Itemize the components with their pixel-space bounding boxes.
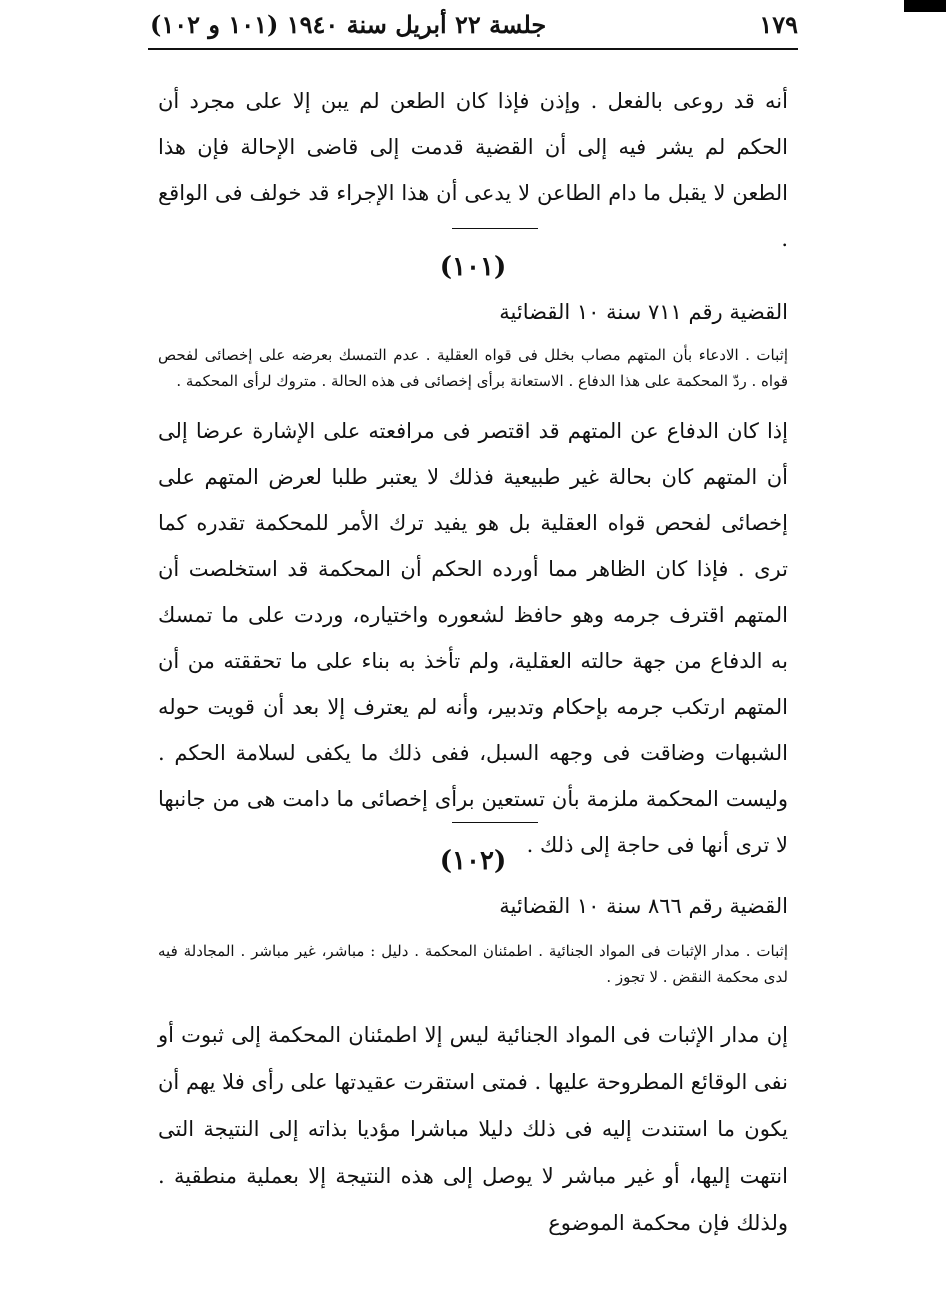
headnote-102: إثبات . مدار الإثبات فى المواد الجنائية . اطمئنان المحكمة . دليل : مباشر، غير مباشر . المجادلة فيه لدى محكمة النقض . لا تجوز . — [158, 942, 788, 986]
page-header — [150, 4, 798, 44]
header-rule — [148, 48, 798, 50]
case-reference-102: القضية رقم ٨٦٦ سنة ١٠ القضائية — [499, 894, 788, 918]
running-title: جلسة ٢٢ أبريل سنة ١٩٤٠ (١٠١ و ١٠٢) — [150, 9, 547, 39]
headnote-101: إثبات . الادعاء بأن المتهم مصاب بخلل فى قواه العقلية . عدم التمسك بعرضه على إخصائى لفحص قواه . ردّ المحكمة على هذا الدفاع . الاستعانة برأى إخصائى فى هذه الحالة . متروك لرأى المحكمة . — [158, 346, 788, 390]
case-number-102: (١٠٢) — [439, 846, 507, 876]
case-body-102: إن مدار الإثبات فى المواد الجنائية ليس إلا اطمئنان المحكمة إلى ثبوت أو نفى الوقائع المطروحة عليها . فمتى استقرت عقيدتها على رأى فلا يهم أن يكون ما استندت إليه فى ذلك دليلا مباشرا مؤديا بذاته إلى النتيجة التى انتهت إليها، أو غير مباشر لا يوصل إلى هذه النتيجة إلا بعملية منطقية . ولذلك فإن محكمة الموضوع — [158, 1023, 788, 1235]
case-body-section-102 — [158, 1012, 788, 1247]
case-reference-101: القضية رقم ٧١١ سنة ١٠ القضائية — [499, 300, 788, 324]
case-body-101: إذا كان الدفاع عن المتهم قد اقتصر فى مرافعته على الإشارة عرضا إلى أن المتهم كان بحالة غير طبيعية فذلك لا يعتبر طلبا لعرض المتهم على إخصائى لفحص قواه العقلية بل هو يفيد ترك الأمر للمحكمة تقدره كما ترى . فإذا كان الظاهر مما أورده الحكم أن المحكمة قد استخلصت أن المتهم اقترف جرمه وهو حافظ لشعوره واختياره، وردت على ما تمسك به الدفاع من جهة حالته العقلية، ولم تأخذ به بناء على ما تحققته من أن المتهم ارتكب جرمه بإحكام وتدبير، وأنه لم يعترف إلا بعد أن قويت حوله الشبهات وضاقت فى وجهه السبل، ففى ذلك ما يكفى لسلامة الحكم . وليست المحكمة ملزمة بأن تستعين برأى إخصائى ما دامت هى من جانبها لا ترى أنها فى حاجة إلى ذلك . — [158, 419, 788, 857]
case-number-101: (١٠١) — [439, 252, 507, 282]
separator-2 — [452, 822, 538, 823]
scan-edge-mark — [904, 0, 946, 12]
separator-1 — [452, 228, 538, 229]
intro-section — [158, 78, 788, 262]
intro-paragraph: أنه قد روعى بالفعل . وإذن فإذا كان الطعن لم يبن إلا على مجرد أن الحكم لم يشر فيه إلى أن القضية قدمت إلى قاضى الإحالة فإن هذا الطعن لا يقبل ما دام الطاعن لا يدعى أن هذا الإجراء قد خولف فى الواقع . — [158, 89, 788, 251]
page-number: ١٧٩ — [759, 9, 798, 39]
case-body-section-101 — [158, 408, 788, 868]
